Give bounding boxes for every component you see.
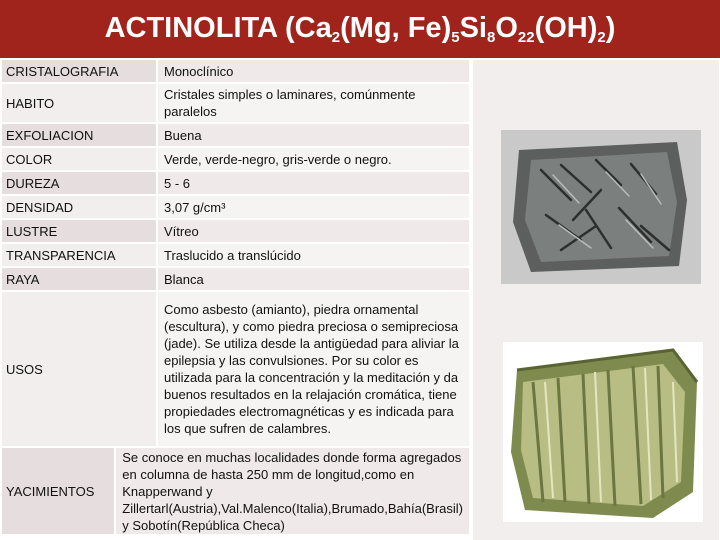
mineral-photo-gray-image	[501, 130, 701, 284]
page-title	[0, 0, 720, 58]
table-row	[2, 172, 469, 196]
table-row	[2, 220, 469, 244]
property-value: Como asbesto (amianto), piedra ornamental (escultura), y como piedra preciosa o semipreciosa (jade). Se utiliza desde la antigüedad para aliviar la epilepsia y las convulsiones. Por su color es utilizada para la concentración y la meditación y da buenos resultados en la relajación cromática, tiene propiedades electromagnéticas y es indicada para los que sufren de calambres.	[158, 292, 469, 446]
property-label: TRANSPARENCIA	[2, 244, 156, 266]
property-label: EXFOLIACION	[2, 124, 156, 146]
table-row	[2, 448, 469, 536]
table-row	[2, 292, 469, 448]
property-label: LUSTRE	[2, 220, 156, 242]
properties-table	[2, 60, 469, 536]
table-row	[2, 244, 469, 268]
property-label: HABITO	[2, 84, 156, 122]
mineral-photo-gray	[501, 130, 701, 284]
property-label: USOS	[2, 292, 156, 446]
property-value: Blanca	[158, 268, 469, 290]
property-value: 3,07 g/cm³	[158, 196, 469, 218]
table-row	[2, 124, 469, 148]
property-value: Monoclínico	[158, 60, 469, 82]
property-label: RAYA	[2, 268, 156, 290]
property-value: Se conoce en muchas localidades donde forma agregados en columna de hasta 250 mm de longitud,como en Knapperwand y Zillertarl(Austria),Val.Malenco(Italia),Brumado,Bahía(Brasil) y Sobotín(República Checa)	[116, 448, 469, 534]
property-label: DENSIDAD	[2, 196, 156, 218]
table-row	[2, 84, 469, 124]
table-row	[2, 268, 469, 292]
table-row	[2, 60, 469, 84]
property-value: Verde, verde-negro, gris-verde o negro.	[158, 148, 469, 170]
property-label: YACIMIENTOS	[2, 448, 114, 534]
mineral-photo-green	[503, 342, 703, 522]
property-value: Traslucido a translúcido	[158, 244, 469, 266]
property-value: 5 - 6	[158, 172, 469, 194]
property-label: CRISTALOGRAFIA	[2, 60, 156, 82]
table-row	[2, 148, 469, 172]
property-label: DUREZA	[2, 172, 156, 194]
table-row	[2, 196, 469, 220]
property-value: Cristales simples o laminares, comúnmente paralelos	[158, 84, 469, 122]
property-value: Vítreo	[158, 220, 469, 242]
title-text: ACTINOLITA ($Ca_2(Mg$, $Fe)_5Si_8O_{22}(OH)_2$)	[104, 12, 616, 46]
property-label: COLOR	[2, 148, 156, 170]
mineral-photo-green-image	[503, 342, 703, 522]
property-value: Buena	[158, 124, 469, 146]
